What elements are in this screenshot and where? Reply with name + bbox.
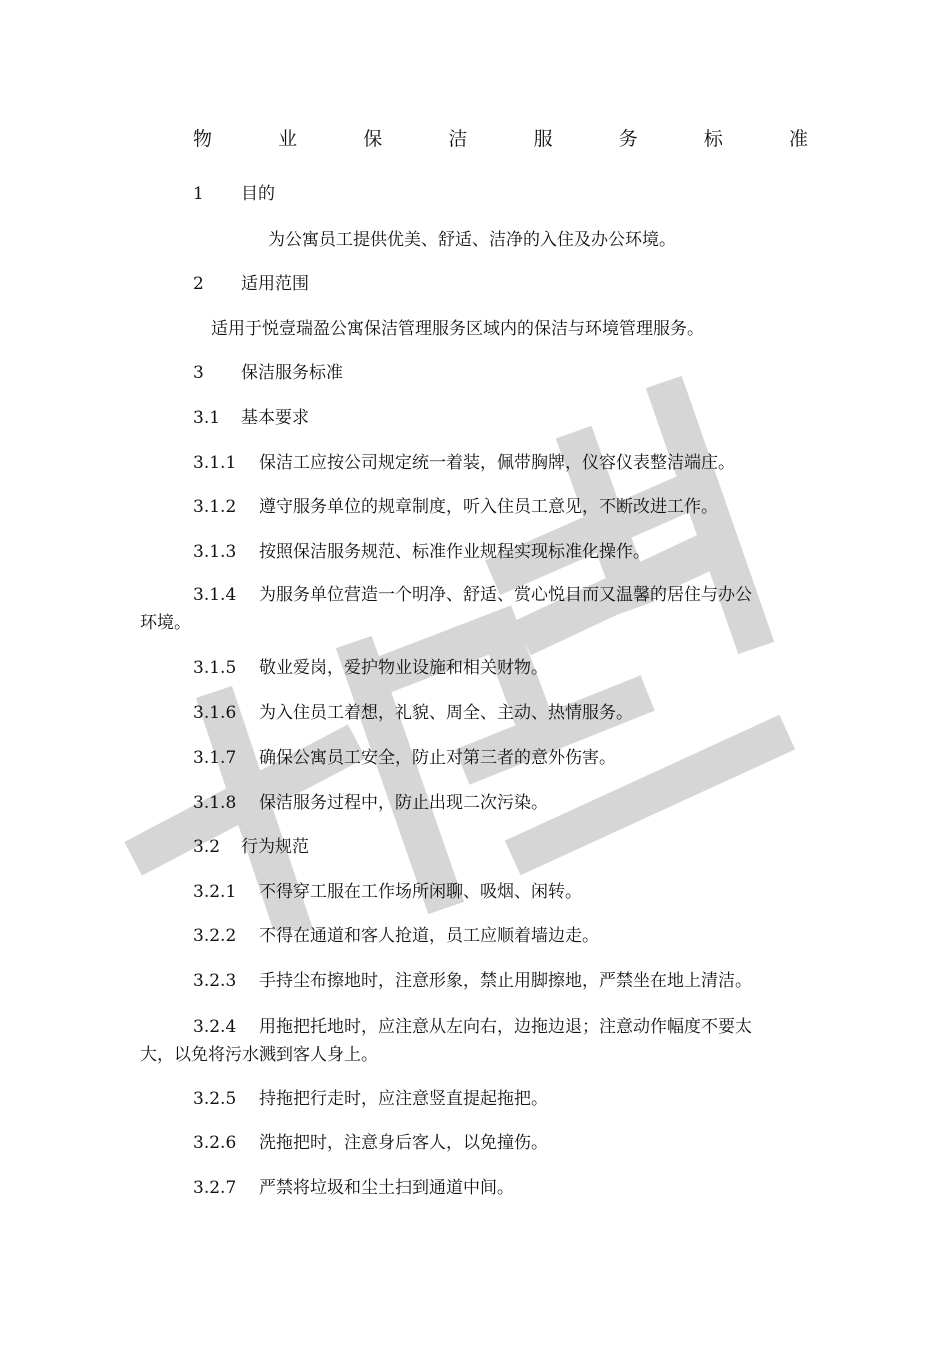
clause-text: 确保公寓员工安全，防止对第三者的意外伤害。	[259, 748, 616, 768]
clause-number: 3.1.8	[193, 793, 237, 813]
clause-number: 3.1.1	[193, 453, 237, 473]
clause-text: 按照保洁服务规范、标准作业规程实现标准化操作。	[259, 542, 650, 562]
section-title: 基本要求	[241, 408, 309, 428]
section-number: 1	[193, 184, 204, 204]
clause-text: 用拖把托地时，应注意从左向右，边拖边退；注意动作幅度不要太	[259, 1017, 752, 1037]
section-title: 保洁服务标准	[241, 363, 343, 383]
title-char: 洁	[448, 128, 468, 150]
clause	[193, 580, 752, 605]
title-char: 物	[193, 128, 213, 150]
clause	[193, 653, 548, 678]
clause	[193, 698, 633, 723]
clause-text: 不得在通道和客人抢道，员工应顺着墙边走。	[259, 926, 599, 946]
clause-text: 严禁将垃圾和尘土扫到通道中间。	[259, 1178, 514, 1198]
section-number: 3.1	[193, 408, 221, 428]
section-heading	[193, 269, 309, 294]
clause	[193, 921, 599, 946]
clause	[193, 788, 548, 813]
clause-number: 3.1.2	[193, 497, 237, 517]
clause-number: 3.2.1	[193, 882, 237, 902]
section-title: 行为规范	[241, 837, 309, 857]
paragraph: 为公寓员工提供优美、舒适、洁净的入住及办公环境。	[268, 230, 676, 250]
clause-number: 3.1.6	[193, 703, 237, 723]
clause-text: 保洁服务过程中，防止出现二次污染。	[259, 793, 548, 813]
clause	[193, 877, 582, 902]
section-number: 3.2	[193, 837, 221, 857]
clause-text: 保洁工应按公司规定统一着装，佩带胸牌，仪容仪表整洁端庄。	[259, 453, 735, 473]
section-heading	[193, 179, 275, 204]
paragraph: 适用于悦壹瑞盈公寓保洁管理服务区域内的保洁与环境管理服务。	[211, 319, 704, 339]
clause-number: 3.2.5	[193, 1089, 237, 1109]
section-title: 目的	[241, 184, 275, 204]
clause-number: 3.1.3	[193, 542, 237, 562]
section-number: 2	[193, 274, 204, 294]
title-char: 服	[533, 128, 553, 150]
subsection-heading	[193, 832, 309, 857]
clause-number: 3.1.7	[193, 748, 237, 768]
section-heading	[193, 358, 343, 383]
clause-number: 3.2.4	[193, 1017, 237, 1037]
title-char: 业	[278, 128, 298, 150]
clause-text: 不得穿工服在工作场所闲聊、吸烟、闲转。	[259, 882, 582, 902]
clause-text: 手持尘布擦地时，注意形象，禁止用脚擦地，严禁坐在地上清洁。	[259, 971, 752, 991]
clause-number: 3.2.7	[193, 1178, 237, 1198]
clause-text: 敬业爱岗，爱护物业设施和相关财物。	[259, 658, 548, 678]
clause	[193, 1012, 752, 1037]
title-char: 准	[788, 128, 808, 150]
title-char: 保	[363, 128, 383, 150]
title-char: 务	[618, 128, 638, 150]
section-title: 适用范围	[241, 274, 309, 294]
clause	[193, 1173, 514, 1198]
clause-continuation: 环境。	[140, 613, 191, 633]
title-char: 标	[703, 128, 723, 150]
clause-text: 洗拖把时，注意身后客人，以免撞伤。	[259, 1133, 548, 1153]
clause-text: 为入住员工着想，礼貌、周全、主动、热情服务。	[259, 703, 633, 723]
clause	[193, 966, 752, 991]
clause	[193, 1128, 548, 1153]
clause-text: 为服务单位营造一个明净、舒适、赏心悦目而又温馨的居住与办公	[259, 585, 752, 605]
clause-number: 3.2.2	[193, 926, 237, 946]
clause	[193, 448, 735, 473]
clause	[193, 743, 616, 768]
subsection-heading	[193, 403, 309, 428]
clause-text: 持拖把行走时，应注意竖直提起拖把。	[259, 1089, 548, 1109]
document-title	[193, 124, 808, 151]
clause-number: 3.2.3	[193, 971, 237, 991]
section-number: 3	[193, 363, 204, 383]
clause	[193, 537, 650, 562]
clause-continuation: 大，以免将污水溅到客人身上。	[140, 1045, 378, 1065]
clause-number: 3.1.4	[193, 585, 237, 605]
clause	[193, 492, 718, 517]
clause-number: 3.2.6	[193, 1133, 237, 1153]
clause-text: 遵守服务单位的规章制度，听入住员工意见，不断改进工作。	[259, 497, 718, 517]
clause-number: 3.1.5	[193, 658, 237, 678]
clause	[193, 1084, 548, 1109]
